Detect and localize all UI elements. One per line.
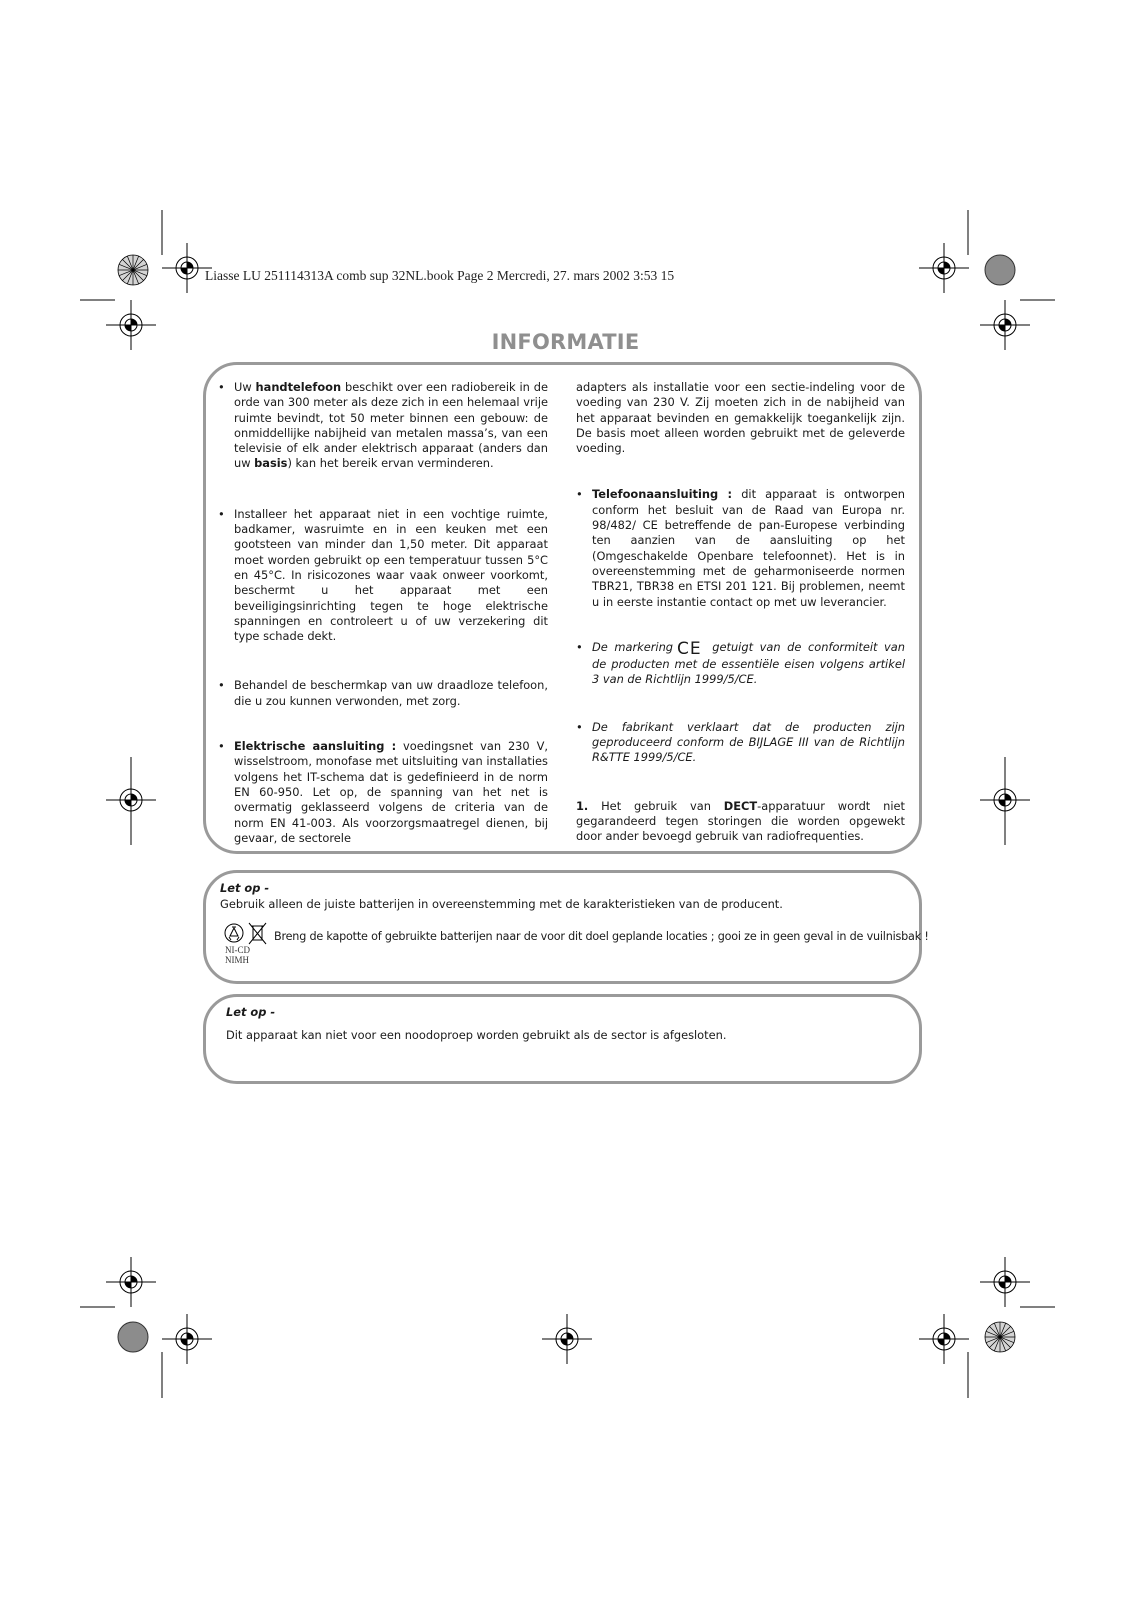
registration-mark-icon [542, 1314, 592, 1364]
starburst-target-icon [118, 1322, 148, 1352]
battery-disposal-row [224, 922, 929, 965]
bullet-range: • Uw handtelefoon beschikt over een radiobereik in de orde van 300 meter als deze zich in een helemaal vrije ruimte bevindt, tot 50 meter binnen een gebouw: de onmiddellijke nabijheid van metalen massa’s, van een televisie of elk ander elektrisch apparaat (anders dan uw basis) kan het bereik ervan verminderen. [218, 380, 548, 472]
continued-paragraph: adapters als installatie voor een sectie-indeling voor de voeding van 230 V. Zij moeten zich in de nabijheid van het apparaat bevinden en gemakkelijk toegankelijk zijn. De basis moet alleen worden gebruikt met de geleverde voeding. [576, 380, 905, 456]
warning-text: Gebruik alleen de juiste batterijen in overeenstemming met de karakteristieken van de producent. [220, 897, 783, 911]
footnote-dect: 1. Het gebruik van DECT-apparatuur wordt niet gegarandeerd tegen storingen die worden opgewekt door ander bevoegd gebruik van radiofrequenties. [576, 798, 905, 844]
bullet-telephone-connection: • Telefoonaansluiting : dit apparaat is ontworpen conform het besluit van de Raad van Europa nr. 98/482/ CE betreffende de pan-Europese verbinding ten aanzien van de aansluiting op het (Omgeschakelde Openbare telefoonnet). Het is in overeenstemming met de geharmoniseerde normen TBR21, TBR38 en ETSI 201 121. Bij problemen, neemt u in eerste instantie contact op met uw leverancier. [576, 487, 905, 609]
ce-mark-icon: CE [677, 638, 702, 659]
registration-mark-icon [980, 1257, 1030, 1307]
bullet-protective-cap: • Behandel de beschermkap van uw draadloze telefoon, die u zou kunnen verwonden, met zorg. [218, 678, 548, 709]
starburst-target-icon [985, 1322, 1015, 1352]
bullet-manufacturer-declaration: • De fabrikant verklaart dat de producten zijn geproduceerd conform de BIJLAGE III van de Richtlijn R&TTE 1999/5/CE. [576, 720, 905, 766]
bullet-electrical-connection: • Elektrische aansluiting : voedingsnet van 230 V, wisselstroom, monofase met uitsluiting van installaties volgens het IT-schema dat is gedefinieerd in de norm EN 60-950. Let op, de spanning van het net is overmatig geklasseerd volgens de criteria van de norm EN 41-003. Als voorzorgsmaatregel dienen, bij gevaar, de sectorele [218, 739, 548, 846]
recycle-icon [225, 924, 243, 942]
page-title: INFORMATIE [491, 330, 640, 354]
battery-icons [224, 922, 272, 946]
bullet-ce-marking: • De markering CE getuigt van de conformiteit van de producten met de essentiële eisen volgens artikel 3 van de Richtlijn 1999/5/CE. [576, 640, 905, 688]
battery-type-labels: NI-CD NIMH [225, 945, 250, 965]
registration-mark-icon [162, 1314, 212, 1364]
warning-title: Let op - [220, 881, 270, 895]
print-header: Liasse LU 251114313A comb sup 32NL.book Page 2 Mercredi, 27. mars 2002 3:53 15 [205, 268, 675, 283]
registration-mark-icon [106, 1257, 156, 1307]
right-column [576, 380, 905, 845]
warning-title: Let op - [226, 1005, 276, 1019]
warning-batteries [220, 880, 910, 912]
disposal-text: Breng de kapotte of gebruikte batterijen naar de voor dit doel geplande locaties ; gooi ze in geen geval in de vuilnisbak ! [274, 930, 929, 943]
left-column [218, 380, 548, 846]
registration-mark-icon [919, 243, 969, 293]
handset-term: handtelefoon [255, 380, 342, 394]
registration-mark-icon [106, 775, 156, 825]
bullet-installation: • Installeer het apparaat niet in een vochtige ruimte, badkamer, wasruimte en in een keuken met een gootsteen van minder dan 1,50 meter. Dit apparaat moet worden gebruikt op een temperatuur tussen 5°C en 45°C. In risicozones waar vaak onweer voorkomt, beschermt u het apparaat met een beveiligingsinrichting tegen te hoge elektrische spanningen en controleert u of uw verzekering dit type schade dekt. [218, 507, 548, 645]
base-term: basis [254, 456, 288, 471]
warning-text: Dit apparaat kan niet voor een noodoproep worden gebruikt als de sector is afgesloten. [226, 1028, 727, 1042]
registration-mark-icon [980, 775, 1030, 825]
starburst-target-icon [118, 255, 148, 285]
crossed-bin-icon [249, 923, 266, 944]
starburst-target-icon [985, 255, 1015, 285]
registration-mark-icon [919, 1314, 969, 1364]
warning-emergency [226, 1005, 916, 1042]
